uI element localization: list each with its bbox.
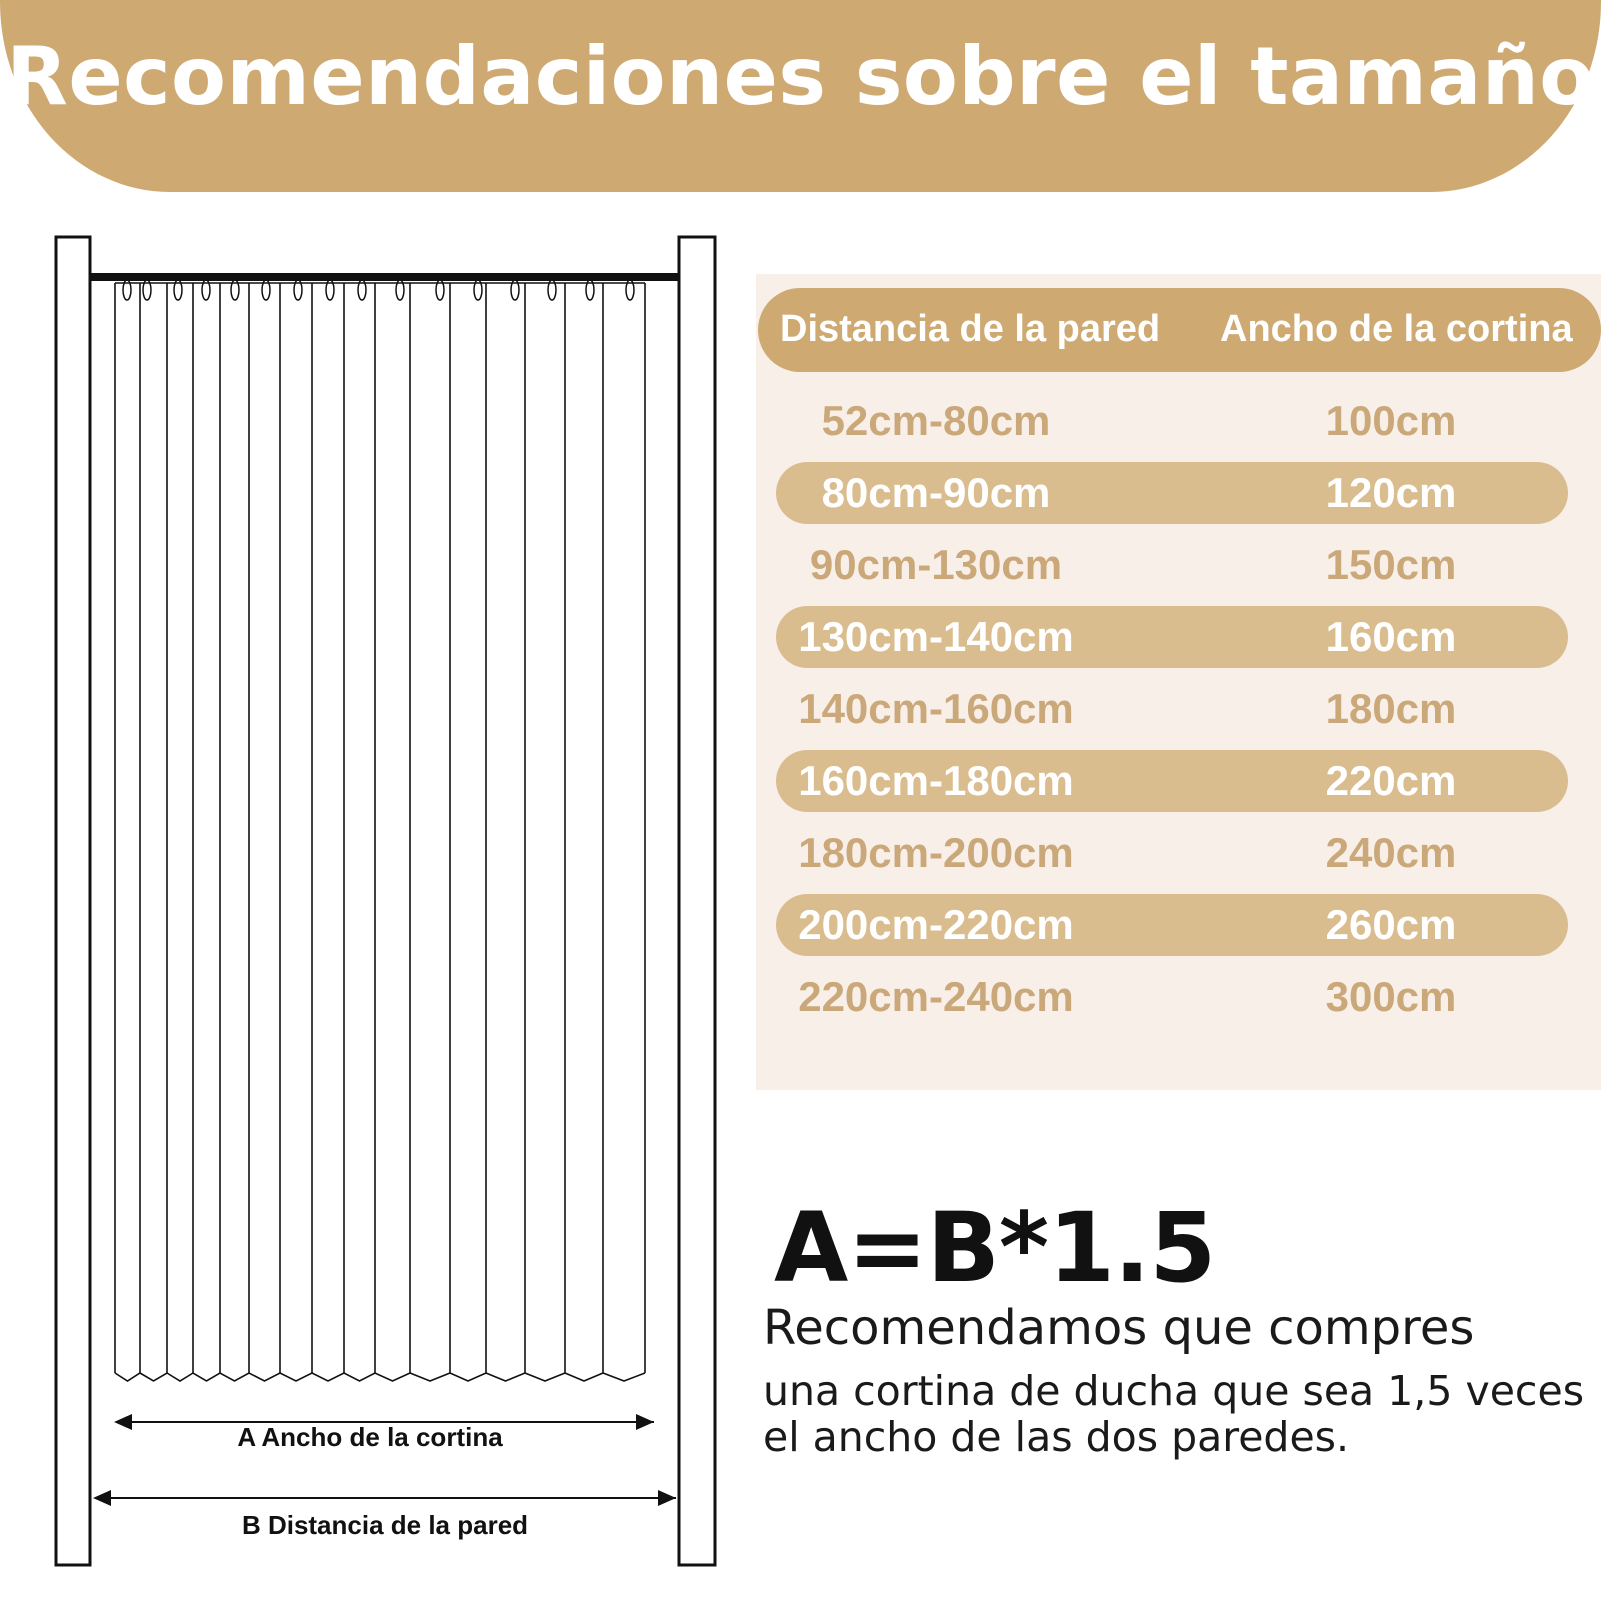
cell-distance: 90cm-130cm <box>809 541 1063 588</box>
table-row <box>776 534 1568 596</box>
curtain-folds <box>115 283 645 1381</box>
cell-width: 240cm <box>1325 829 1457 876</box>
cell-width: 100cm <box>1325 397 1457 444</box>
right-wall <box>679 237 715 1565</box>
recommendation-line-1: Recomendamos que compres <box>763 1300 1475 1356</box>
cell-distance: 200cm-220cm <box>798 901 1074 948</box>
label-b: B Distancia de la pared <box>241 1510 529 1540</box>
cell-distance: 140cm-160cm <box>798 685 1074 732</box>
table-row <box>776 822 1568 884</box>
left-wall <box>56 237 90 1565</box>
shower-curtain-diagram <box>0 200 740 1580</box>
table-row <box>776 462 1568 524</box>
header-width: Ancho de la cortina <box>1220 308 1573 350</box>
cell-width: 120cm <box>1325 469 1457 516</box>
cell-width: 150cm <box>1325 541 1457 588</box>
table-row <box>776 390 1568 452</box>
label-a: A Ancho de la cortina <box>237 1422 503 1452</box>
curtain-illustration <box>0 200 740 1580</box>
page-title: Recomendaciones sobre el tamaño <box>6 30 1595 123</box>
cell-width: 180cm <box>1325 685 1457 732</box>
cell-width: 260cm <box>1325 901 1457 948</box>
formula: A=B*1.5 <box>774 1192 1216 1304</box>
size-table <box>756 274 1601 1090</box>
table-row <box>776 678 1568 740</box>
cell-distance: 160cm-180cm <box>798 757 1074 804</box>
curtain-hem <box>115 1373 645 1381</box>
table-row <box>776 894 1568 956</box>
header-distance: Distancia de la pared <box>780 308 1161 350</box>
table-header <box>758 288 1601 372</box>
table-row <box>776 966 1568 1028</box>
cell-distance: 180cm-200cm <box>798 829 1074 876</box>
table-row <box>776 750 1568 812</box>
cell-distance: 220cm-240cm <box>798 973 1074 1020</box>
cell-width: 220cm <box>1325 757 1457 804</box>
cell-width: 160cm <box>1325 613 1457 660</box>
cell-distance: 130cm-140cm <box>798 613 1074 660</box>
title-banner <box>0 0 1601 192</box>
cell-distance: 52cm-80cm <box>821 397 1051 444</box>
recommendation-line-2: una cortina de ducha que sea 1,5 veces el ancho de las dos paredes. <box>763 1367 1585 1461</box>
cell-width: 300cm <box>1325 973 1457 1020</box>
table-row <box>776 606 1568 668</box>
cell-distance: 80cm-90cm <box>821 469 1051 516</box>
